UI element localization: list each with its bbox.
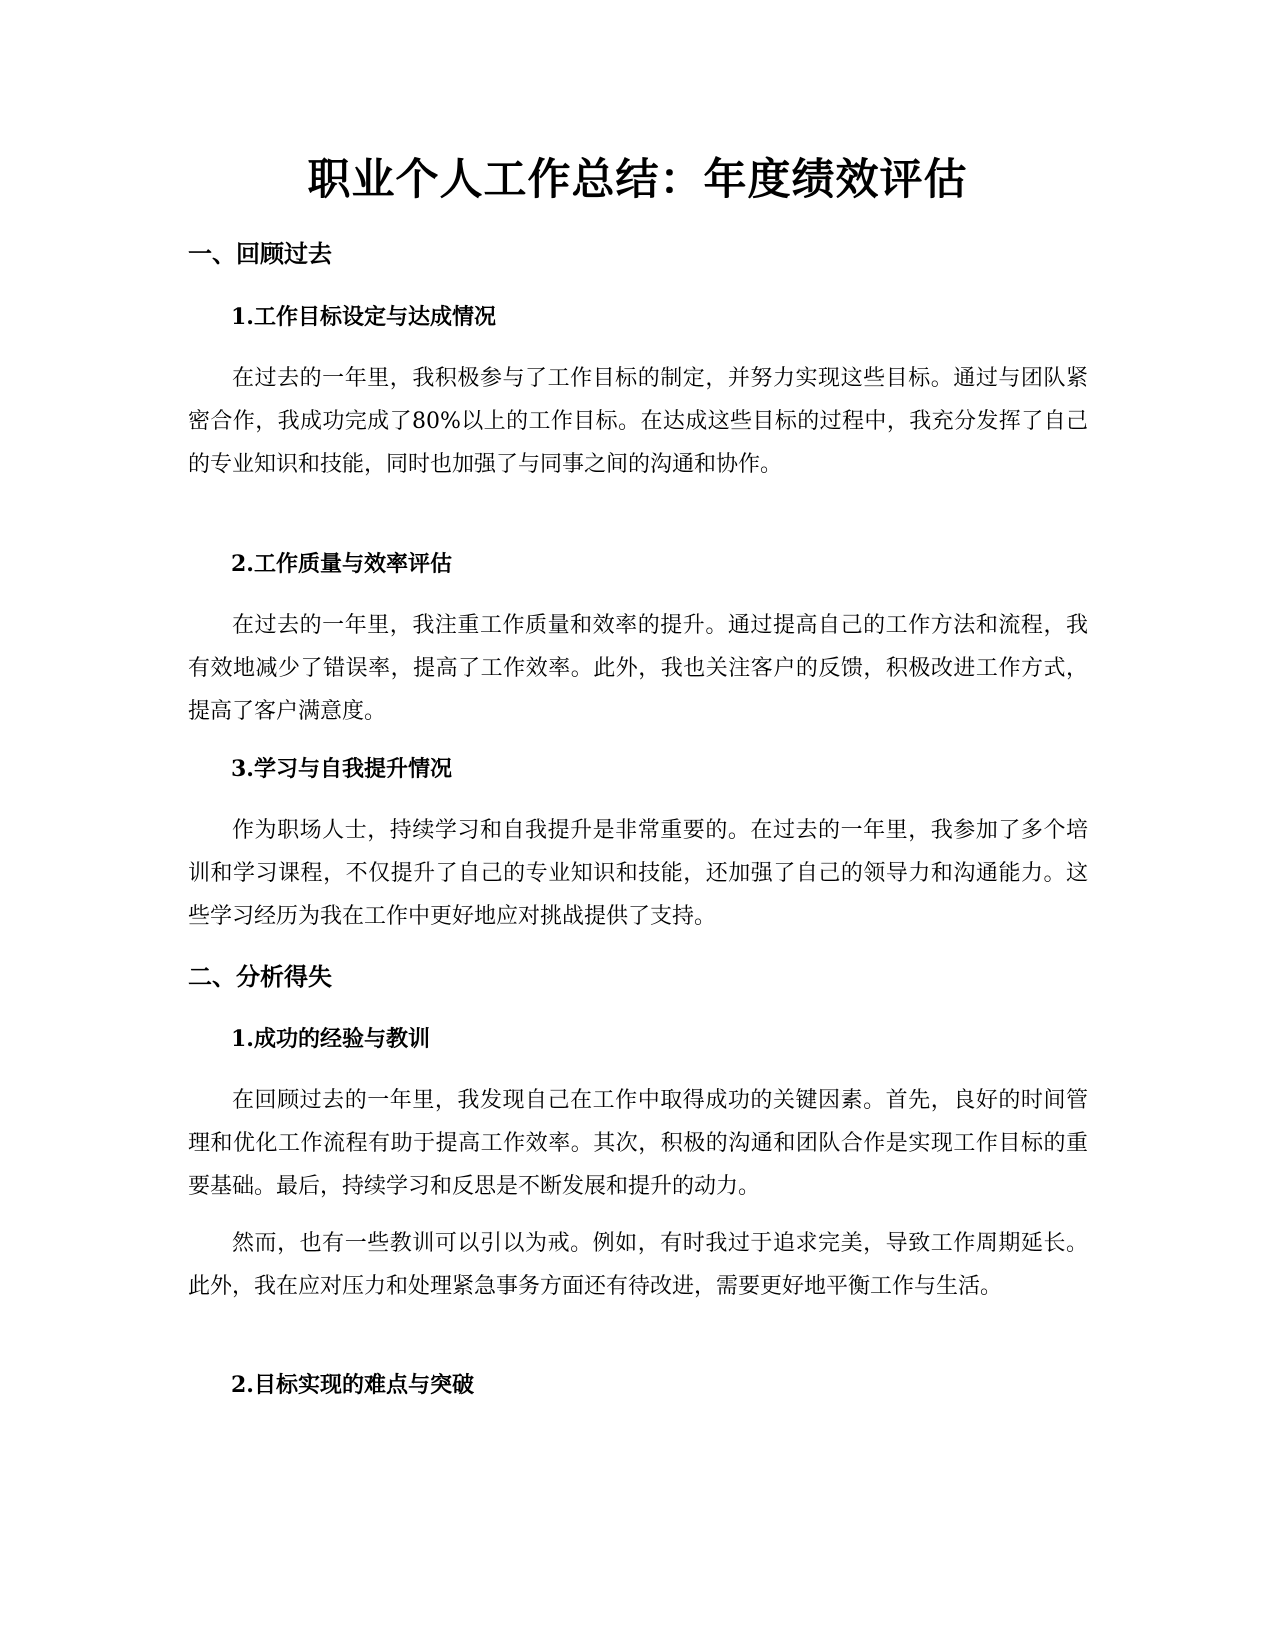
section-heading-analysis: 二、分析得失 <box>188 963 332 991</box>
paragraph-goals: 在过去的一年里，我积极参与了工作目标的制定，并努力实现这些目标。通过与团队紧密合作，我成功完成了80%以上的工作目标。在达成这些目标的过程中，我充分发挥了自己的专业知识和技能，同时也加强了与同事之间的沟通和协作。 <box>188 366 1088 477</box>
paragraph-lessons: 然而，也有一些教训可以引以为戒。例如，有时我过于追求完美，导致工作周期延长。此外，我在应对压力和处理紧急事务方面还有待改进，需要更好地平衡工作与生活。 <box>188 1231 1088 1299</box>
subheading-learning: 3.学习与自我提升情况 <box>231 756 452 782</box>
subheading-lessons: 1.成功的经验与教训 <box>231 1026 430 1052</box>
section-heading-review: 一、回顾过去 <box>188 240 332 268</box>
subheading-goals: 1.工作目标设定与达成情况 <box>231 304 496 330</box>
document-title: 职业个人工作总结：年度绩效评估 <box>307 155 968 205</box>
paragraph-quality: 在过去的一年里，我注重工作质量和效率的提升。通过提高自己的工作方法和流程，我有效地减少了错误率，提高了工作效率。此外，我也关注客户的反馈，积极改进工作方式，提高了客户满意度。 <box>188 613 1088 724</box>
subheading-quality: 2.工作质量与效率评估 <box>231 551 452 577</box>
paragraph-learning: 作为职场人士，持续学习和自我提升是非常重要的。在过去的一年里，我参加了多个培训和学习课程，不仅提升了自己的专业知识和技能，还加强了自己的领导力和沟通能力。这些学习经历为我在工作中更好地应对挑战提供了支持。 <box>188 818 1088 929</box>
paragraph-success: 在回顾过去的一年里，我发现自己在工作中取得成功的关键因素。首先，良好的时间管理和优化工作流程有助于提高工作效率。其次，积极的沟通和团队合作是实现工作目标的重要基础。最后，持续学习和反思是不断发展和提升的动力。 <box>188 1088 1088 1199</box>
subheading-difficulties: 2.目标实现的难点与突破 <box>231 1372 474 1398</box>
